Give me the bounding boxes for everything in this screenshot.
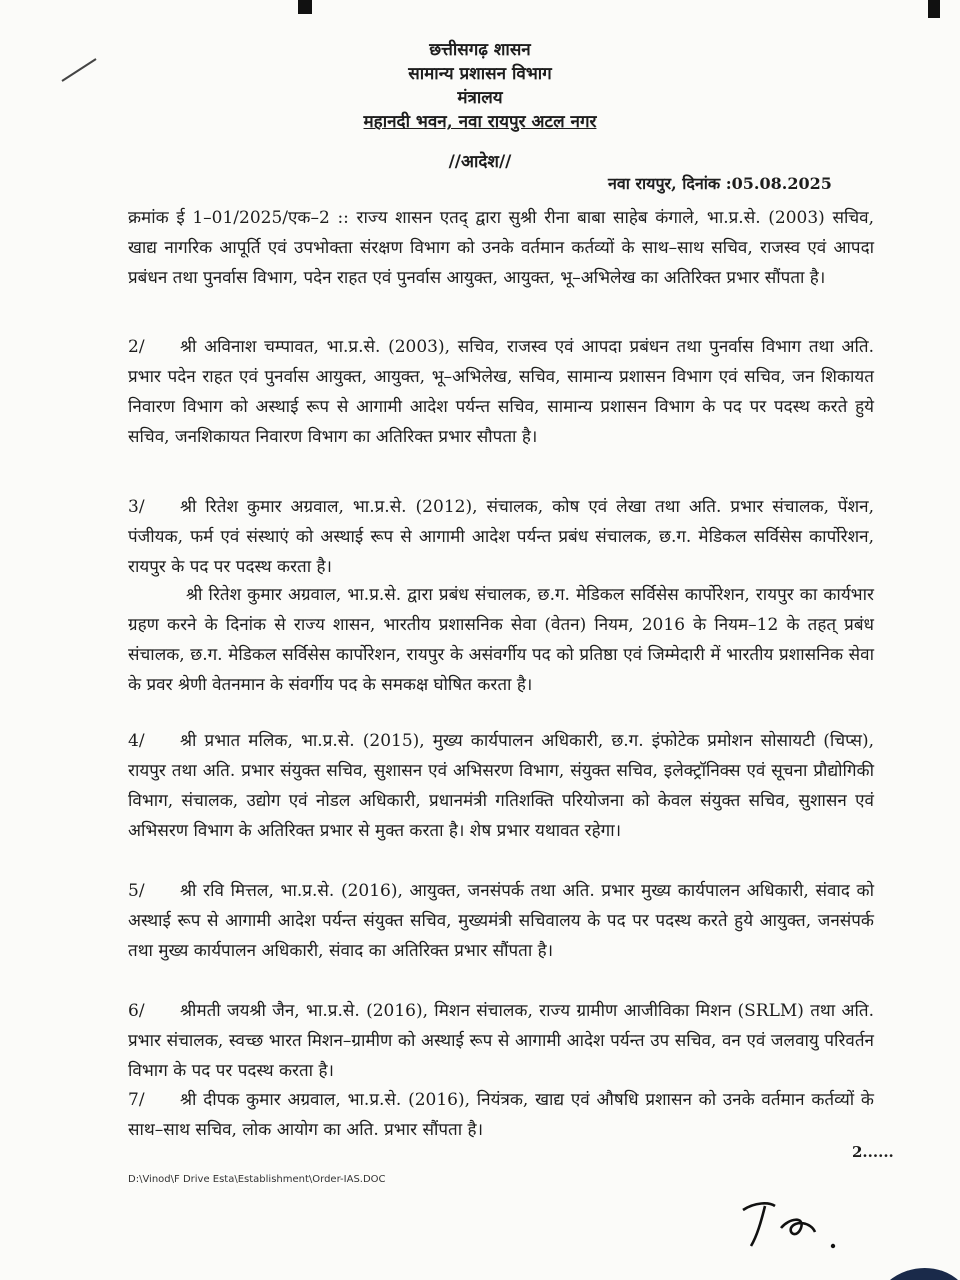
paragraph-text: श्री दीपक कुमार अग्रवाल, भा.प्र.से. (2016), नियंत्रक, खाद्य एवं औषधि प्रशासन को उनके वर्तमान कर्तव्यों के साथ–साथ सचिव, लोक आयोग का अति. प्रभार सौंपता है।: [128, 1090, 874, 1140]
corner-shadow: [880, 1260, 960, 1280]
paragraph-text: श्री रितेश कुमार अग्रवाल, भा.प्र.से. (2012), संचालक, कोष एवं लेखा तथा अति. प्रभार संचालक, पेंशन, पंजीयक, फर्म एवं संस्थाएं को अस्थाई रूप से आगामी आदेश पर्यन्त प्रबंध संचालक, छ.ग. मेडिकल सर्विसेस कार्पोरेशन, रायपुर के पद पर पदस्थ करता है।: [128, 497, 874, 577]
paragraph-number: 4/: [128, 731, 145, 751]
paragraph-3b: [128, 580, 874, 700]
paragraph-text: क्रमांक ई 1–01/2025/एक–2 :: राज्य शासन एतद् द्वारा सुश्री रीना बाबा साहेब कंगाले, भा.प्र.से. (2003) सचिव, खाद्य नागरिक आपूर्ति एवं उपभोक्ता संरक्षण विभाग को उनके वर्तमान कर्तव्यों के साथ–साथ सचिव, राजस्व एवं आपदा प्रबंधन तथा पुनर्वास विभाग, पदेन राहत एवं पुनर्वास आयुक्त, आयुक्त, भू–अभिलेख का अतिरिक्त प्रभार सौंपता है।: [128, 208, 874, 288]
department-name: सामान्य प्रशासन विभाग: [408, 64, 552, 84]
signature-icon: [735, 1188, 845, 1258]
file-path-footer: D:\Vinod\F Drive Esta\Establishment\Order-IAS.DOC: [128, 1174, 386, 1185]
govt-name: छत्तीसगढ़ शासन: [429, 40, 531, 60]
paragraph-2: [128, 332, 874, 452]
paragraph-number: 3/: [128, 497, 145, 517]
paragraph-text: श्री रवि मित्तल, भा.प्र.से. (2016), आयुक्त, जनसंपर्क तथा अति. प्रभार मुख्य कार्यपालन अधिकारी, संवाद को अस्थाई रूप से आगामी आदेश पर्यन्त संयुक्त सचिव, मुख्यमंत्री सचिवालय के पद पर पदस्थ करते हुये आयुक्त, जनसंपर्क तथा मुख्य कार्यपालन अधिकारी, संवाद का अतिरिक्त प्रभार सौंपता है।: [128, 881, 874, 961]
paragraph-number: 2/: [128, 337, 145, 357]
paragraph-text: श्री प्रभात मलिक, भा.प्र.से. (2015), मुख्य कार्यपालन अधिकारी, छ.ग. इंफोटेक प्रमोशन सोसायटी (चिप्स), रायपुर तथा अति. प्रभार संयुक्त सचिव, सुशासन एवं अभिसरण विभाग, संयुक्त सचिव, इलेक्ट्रॉनिक्स एवं सूचना प्रौद्योगिकी विभाग, संचालक, उद्योग एवं नोडल अधिकारी, प्रधानमंत्री गतिशक्ति परियोजना को केवल संयुक्त सचिव, सुशासन एवं अभिसरण विभाग के अतिरिक्त प्रभार से मुक्त करता है। शेष प्रभार यथावत रहेगा।: [128, 731, 874, 841]
paragraph-1: [128, 203, 874, 293]
letterhead: [0, 38, 960, 134]
paragraph-3: [128, 492, 874, 582]
order-heading: //आदेश//: [448, 152, 512, 172]
edge-mark: [298, 0, 312, 14]
paragraph-7: [128, 1085, 874, 1145]
paragraph-text: श्री अविनाश चम्पावत, भा.प्र.से. (2003), सचिव, राजस्व एवं आपदा प्रबंधन तथा पुनर्वास विभाग तथा अति. प्रभार पदेन राहत एवं पुनर्वास आयुक्त, आयुक्त, भू–अभिलेख, सचिव, सामान्य प्रशासन विभाग एवं सचिव, जन शिकायत निवारण विभाग को अस्थाई रूप से आगामी आदेश पर्यन्त सचिव, सामान्य प्रशासन विभाग के पद पर पदस्थ करते हुये सचिव, जनशिकायत निवारण विभाग का अतिरिक्त प्रभार सौपता है।: [128, 337, 874, 447]
page-continue-marker: 2......: [852, 1143, 894, 1161]
paragraph-number: 7/: [128, 1090, 145, 1110]
paragraph-number: 5/: [128, 881, 145, 901]
paragraph-number: 6/: [128, 1001, 145, 1021]
paragraph-6: [128, 996, 874, 1086]
date-line: नवा रायपुर, दिनांक :05.08.2025: [608, 174, 832, 193]
office-name: मंत्रालय: [457, 88, 503, 108]
edge-mark: [928, 0, 940, 18]
paragraph-text: श्री रितेश कुमार अग्रवाल, भा.प्र.से. द्वारा प्रबंध संचालक, छ.ग. मेडिकल सर्विसेस कार्पोरेशन, रायपुर का कार्यभार ग्रहण करने के दिनांक से राज्य शासन, भारतीय प्रशासनिक सेवा (वेतन) नियम, 2016 के नियम–12 के तहत् प्रबंध संचालक, छ.ग. मेडिकल सर्विसेस कार्पोरेशन, रायपुर के असंवर्गीय पद को प्रतिष्ठा एवं जिम्मेदारी में भारतीय प्रशासनिक सेवा के प्रवर श्रेणी वेतनमान के संवर्गीय पद के समकक्ष घोषित करता है।: [128, 585, 874, 695]
paragraph-4: [128, 726, 874, 846]
paragraph-5: [128, 876, 874, 966]
paragraph-text: श्रीमती जयश्री जैन, भा.प्र.से. (2016), मिशन संचालक, राज्य ग्रामीण आजीविका मिशन (SRLM) तथा अति. प्रभार संचालक, स्वच्छ भारत मिशन–ग्रामीण को अस्थाई रूप से आगामी आदेश पर्यन्त उप सचिव, वन एवं जलवायु परिवर्तन विभाग के पद पर पदस्थ करता है।: [128, 1001, 874, 1081]
office-address: महानदी भवन, नवा रायपुर अटल नगर: [363, 112, 597, 132]
